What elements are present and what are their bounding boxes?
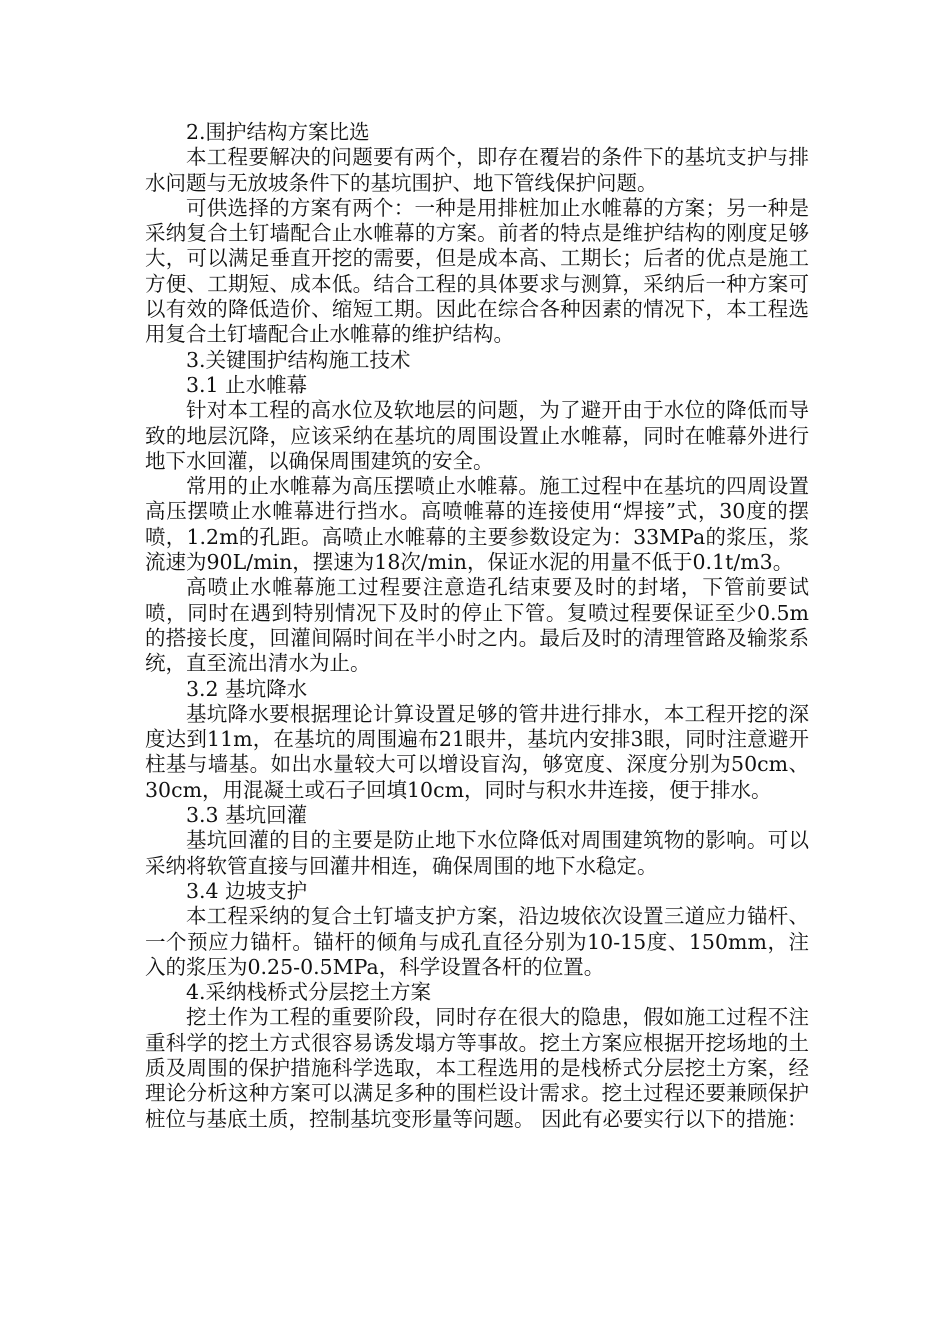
paragraph-slope-support: 本工程采纳的复合土钉墙支护方案，沿边坡依次设置三道应力锚杆、一个预应力锚杆。锚杆的倾角与成孔直径分别为10-15度、150mm，注入的浆压为0.25-0.5MPa，科学设置各杆的位置。 xyxy=(145,904,809,979)
paragraph-curtain-notes: 高喷止水帷幕施工过程要注意造孔结束要及时的封堵，下管前要试喷，同时在遇到特别情况下及时的停止下管。复喷过程要保证至少0.5m的搭接长度，回灌间隔时间在半小时之内。最后及时的清理管路及输浆系统，直至流出清水为止。 xyxy=(145,575,809,676)
paragraph-curtain-purpose: 针对本工程的高水位及软地层的问题，为了避开由于水位的降低而导致的地层沉降，应该采纳在基坑的周围设置止水帷幕，同时在帷幕外进行地下水回灌，以确保周围建筑的安全。 xyxy=(145,398,809,473)
section-heading-3: 3.关键围护结构施工技术 xyxy=(186,347,411,372)
section-heading-4: 4.采纳栈桥式分层挖土方案 xyxy=(186,980,432,1005)
subsection-heading-3-3: 3.3 基坑回灌 xyxy=(186,803,308,828)
paragraph-problem-statement: 本工程要解决的问题要有两个，即存在覆岩的条件下的基坑支护与排水问题与无放坡条件下的基坑围护、地下管线保护问题。 xyxy=(145,145,809,195)
subsection-heading-3-4: 3.4 边坡支护 xyxy=(186,878,308,903)
paragraph-dewatering: 基坑降水要根据理论计算设置足够的管井进行排水，本工程开挖的深度达到11m，在基坑的周围遍布21眼井，基坑内安排3眼，同时注意避开柱基与墙基。如出水量较大可以增设盲沟，够宽度、深度分别为50cm、30cm，用混凝土或石子回填10cm，同时与积水井连接，便于排水。 xyxy=(145,701,809,802)
section-heading-2: 2.围护结构方案比选 xyxy=(186,120,370,144)
document-body xyxy=(145,120,809,1132)
subsection-heading-3-2: 3.2 基坑降水 xyxy=(186,676,308,701)
paragraph-curtain-parameters: 常用的止水帷幕为高压摆喷止水帷幕。施工过程中在基坑的四周设置高压摆喷止水帷幕进行挡水。高喷帷幕的连接使用“焊接”式，30度的摆喷，1.2m的孔距。高喷止水帷幕的主要参数设定为：33MPa的浆压，浆流速为90L/min，摆速为18次/min，保证水泥的用量不低于0.1t/m3。 xyxy=(145,474,809,575)
paragraph-excavation: 挖土作为工程的重要阶段，同时存在很大的隐患，假如施工过程不注重科学的挖土方式很容易诱发塌方等事故。挖土方案应根据开挖场地的土质及周围的保护措施科学选取，本工程选用的是栈桥式分层挖土方案，经理论分析这种方案可以满足多种的围栏设计需求。挖土过程还要兼顾保护桩位与基底土质，控制基坑变形量等问题。 因此有必要实行以下的措施： xyxy=(145,1005,809,1131)
subsection-heading-3-1: 3.1 止水帷幕 xyxy=(186,372,308,397)
paragraph-scheme-comparison: 可供选择的方案有两个：一种是用排桩加止水帷幕的方案；另一种是采纳复合土钉墙配合止水帷幕的方案。前者的特点是维护结构的刚度足够大，可以满足垂直开挖的需要，但是成本高、工期长；后者的优点是施工方便、工期短、成本低。结合工程的具体要求与测算，采纳后一种方案可以有效的降低造价、缩短工期。因此在综合各种因素的情况下，本工程选用复合土钉墙配合止水帷幕的维护结构。 xyxy=(145,195,809,347)
paragraph-recharge: 基坑回灌的目的主要是防止地下水位降低对周围建筑物的影响。可以采纳将软管直接与回灌井相连，确保周围的地下水稳定。 xyxy=(145,828,809,878)
